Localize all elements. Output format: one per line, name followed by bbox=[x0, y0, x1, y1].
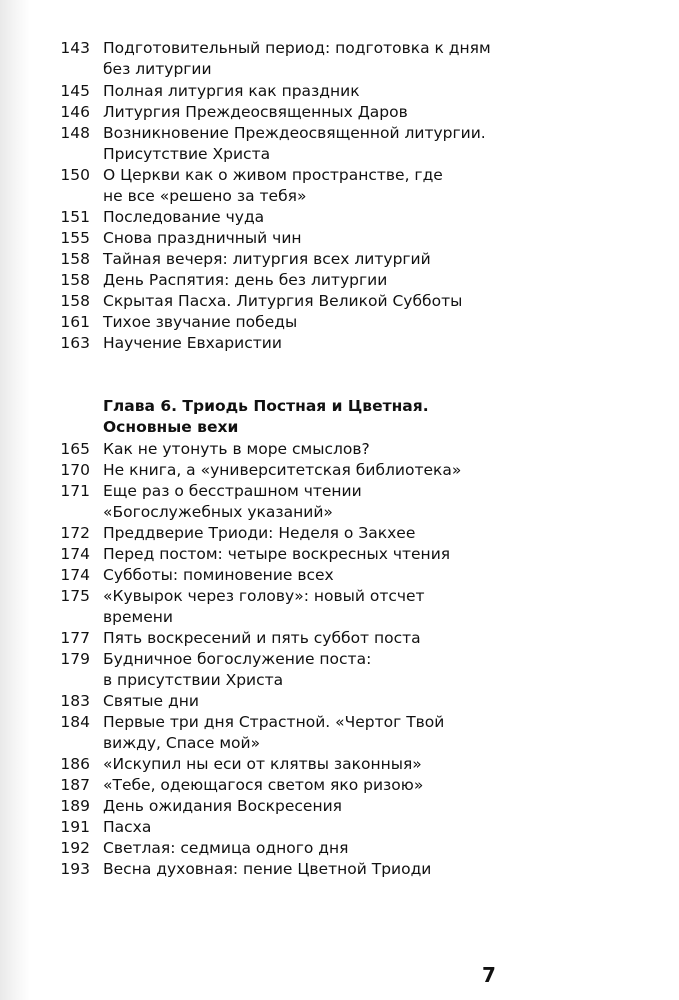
toc-page-number: 158 bbox=[60, 292, 90, 310]
toc-title: О Церкви как о живом пространстве, где не все «решено за тебя» bbox=[103, 166, 443, 205]
toc-title: Тихое звучание победы bbox=[103, 313, 298, 331]
toc-page-number: 171 bbox=[60, 482, 90, 500]
page-number: 7 bbox=[482, 963, 496, 987]
toc-title: Преддверие Триоди: Неделя о Закхее bbox=[103, 524, 416, 542]
toc-page-number: 155 bbox=[60, 229, 90, 247]
toc-page-number: 191 bbox=[60, 818, 90, 836]
toc-page-number: 175 bbox=[60, 587, 90, 605]
chapter-heading: Глава 6. Триодь Постная и Цветная. Основные вехи bbox=[103, 397, 429, 436]
toc-title: День Распятия: день без литургии bbox=[103, 271, 388, 289]
toc-page-number: 170 bbox=[60, 461, 90, 479]
toc-title: «Тебе, одеющагося светом яко ризою» bbox=[103, 776, 424, 794]
toc-page-number: 177 bbox=[60, 629, 90, 647]
toc-page-number: 192 bbox=[60, 839, 90, 857]
toc-page-number: 165 bbox=[60, 440, 90, 458]
toc-page-number: 161 bbox=[60, 313, 90, 331]
toc-title: Пять воскресений и пять суббот поста bbox=[103, 629, 421, 647]
toc-title: Полная литургия как праздник bbox=[103, 82, 360, 100]
toc-title: Научение Евхаристии bbox=[103, 334, 282, 352]
toc-page-number: 184 bbox=[60, 713, 90, 731]
toc-page-number: 179 bbox=[60, 650, 90, 668]
toc-page-number: 148 bbox=[60, 124, 90, 142]
toc-page-number: 146 bbox=[60, 103, 90, 121]
toc-page-number: 183 bbox=[60, 692, 90, 710]
toc-title: Будничное богослужение поста: в присутствии Христа bbox=[103, 650, 372, 689]
toc-title: Весна духовная: пение Цветной Триоди bbox=[103, 860, 432, 878]
toc-title: Первые три дня Страстной. «Чертог Твой вижду, Спасе мой» bbox=[103, 713, 445, 752]
toc-title: «Искупил ны еси от клятвы законныя» bbox=[103, 755, 422, 773]
toc-page-number: 145 bbox=[60, 82, 90, 100]
toc-page-number: 174 bbox=[60, 545, 90, 563]
toc-page-number: 151 bbox=[60, 208, 90, 226]
toc-page-number: 163 bbox=[60, 334, 90, 352]
toc-title: Перед постом: четыре воскресных чтения bbox=[103, 545, 451, 563]
toc-title: Подготовительный период: подготовка к дням без литургии bbox=[103, 39, 491, 78]
toc-page-number: 143 bbox=[60, 39, 90, 57]
toc-page-number: 187 bbox=[60, 776, 90, 794]
toc-title: День ожидания Воскресения bbox=[103, 797, 343, 815]
toc-title: Литургия Преждеосвященных Даров bbox=[103, 103, 408, 121]
toc-title: «Кувырок через голову»: новый отсчет времени bbox=[103, 587, 425, 626]
toc-page-number: 186 bbox=[60, 755, 90, 773]
toc-page-number: 174 bbox=[60, 566, 90, 584]
toc-title: Возникновение Преждеосвященной литургии. Присутствие Христа bbox=[103, 124, 486, 163]
toc-title: Светлая: седмица одного дня bbox=[103, 839, 349, 857]
toc-title: Как не утонуть в море смыслов? bbox=[103, 440, 370, 458]
toc-page-number: 172 bbox=[60, 524, 90, 542]
toc-title: Еще раз о бесстрашном чтении «Богослужебных указаний» bbox=[103, 482, 362, 521]
toc-page-number: 158 bbox=[60, 271, 90, 289]
toc-title: Последование чуда bbox=[103, 208, 265, 226]
toc-title: Не книга, а «университетская библиотека» bbox=[103, 461, 462, 479]
toc-title: Скрытая Пасха. Литургия Великой Субботы bbox=[103, 292, 463, 310]
toc-title: Тайная вечеря: литургия всех литургий bbox=[103, 250, 431, 268]
toc-title: Субботы: поминовение всех bbox=[103, 566, 334, 584]
toc-title: Пасха bbox=[103, 818, 152, 836]
toc-title: Снова праздничный чин bbox=[103, 229, 302, 247]
toc-title: Святые дни bbox=[103, 692, 199, 710]
toc-page-number: 158 bbox=[60, 250, 90, 268]
toc-page-number: 150 bbox=[60, 166, 90, 184]
toc-page-number: 193 bbox=[60, 860, 90, 878]
toc-page-number: 189 bbox=[60, 797, 90, 815]
scan-edge-shadow bbox=[0, 0, 30, 1000]
